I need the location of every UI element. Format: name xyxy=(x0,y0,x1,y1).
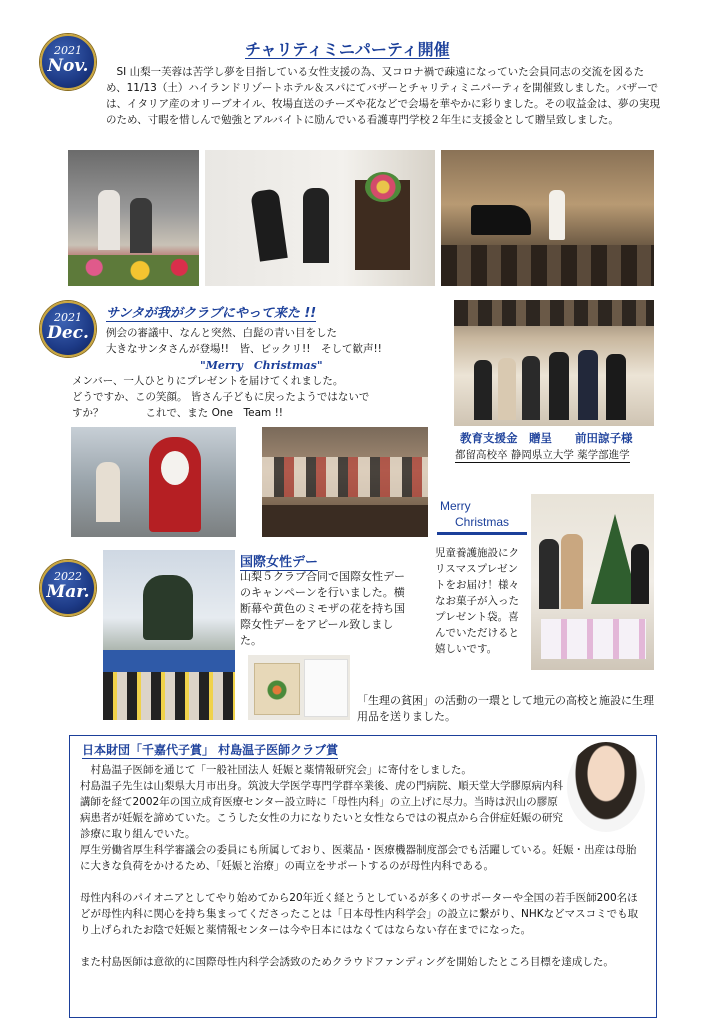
badge-month: Nov. xyxy=(47,56,89,76)
person-figure xyxy=(539,539,559,609)
banner xyxy=(103,650,235,672)
mar-body: 山梨５クラブ合同で国際女性デーのキャンペーンを行いました。横断幕や黄色のミモザの花を持ち国際女性デーをアピール致しました。 xyxy=(240,570,405,647)
dec-title: サンタが我がクラブにやって来た !! xyxy=(106,302,316,322)
person-figure xyxy=(130,198,152,253)
award-photo xyxy=(454,300,654,426)
xmas-underline xyxy=(437,532,527,535)
supplies-photo xyxy=(248,655,350,720)
nov-badge xyxy=(40,34,96,90)
person-figure xyxy=(561,534,583,609)
mar-badge xyxy=(40,560,96,616)
dec-line5: すか？ これで、また One Team !! xyxy=(72,407,284,419)
nov-title: チャリティミニパーティ開催 xyxy=(245,40,450,59)
person-figure xyxy=(578,350,598,420)
group-members xyxy=(103,672,235,720)
flower-arrangement xyxy=(365,172,401,202)
santa-figure xyxy=(149,437,201,532)
concert-photo xyxy=(441,150,654,286)
badge-month: Mar. xyxy=(46,582,90,602)
dec-line4: どうですか、この笑顔。 皆さん子どもに戻ったようではないで xyxy=(72,391,370,403)
person-figure xyxy=(96,462,120,522)
award-card-title: 日本財団「千嘉代子賞」 村島温子医師クラブ賞 xyxy=(82,743,339,757)
person-figure xyxy=(549,352,569,420)
xmas-label-2: Christmas xyxy=(455,515,510,529)
dec-badge xyxy=(40,301,96,357)
mar-title: 国際女性デー xyxy=(240,551,318,571)
nov-body: SI 山梨一芙蓉は苦学し夢を目指している女性支援の為、又コロナ禍で疎遠になっていた会員同志の交流を図るため、11/13（土）ハイランドリゾートホテル＆スパにてバザーとチャリティミニパーティを開催致しました。バザーでは、イタリア産のオリーブオイル、牧場直送のチーズや花などで会場を華やかに彩りました。その収益金は、夢の実現のため、寸暇を惜しんで勉強とアルバイトに励んでいる看護専門学校２年生に支援金として贈呈致しました。 xyxy=(106,66,660,126)
dec-line2: 大きなサンタさんが登場!! 皆、ビックリ!! そして歓声!! xyxy=(106,343,382,355)
card xyxy=(254,663,300,715)
group-table-photo xyxy=(262,427,428,537)
audience xyxy=(441,245,654,286)
banner xyxy=(355,180,410,270)
person-figure xyxy=(631,544,649,604)
statue xyxy=(143,575,193,640)
envelope xyxy=(304,659,348,717)
present-bags xyxy=(541,619,646,659)
portrait-wall xyxy=(454,300,654,326)
award-p2: 村島温子先生は山梨県大月市出身。筑波大学医学専門学群卒業後、虎の門病院、順天堂大学膠原病内科講師を経て2002年の国立成育医療センター設立時に「母性内科」の立上げに尽力。当時は沢山の膠原病患者が妊娠を諦めていた。こうした女性の力になりたいと女性ならではの視点から合併症妊娠の研究診療に取り組んでいた。 xyxy=(80,780,563,840)
person-figure xyxy=(303,188,329,263)
doctor-portrait xyxy=(567,742,645,832)
womens-day-photo xyxy=(103,550,235,720)
bazaar-photo xyxy=(68,150,199,286)
person-figure xyxy=(606,354,626,420)
flower-drawing xyxy=(263,678,291,702)
members-row xyxy=(262,457,428,497)
award-p5: また村島医師は意欲的に国際母性内科学会誘致のためクラウドファンディングを開始したところ目標を達成した。 xyxy=(80,956,614,968)
singer-figure xyxy=(549,190,565,240)
dec-line1: 例会の審議中、なんと突然、白髭の青い目をした xyxy=(106,327,337,339)
santa-photo xyxy=(71,427,236,537)
badge-month: Dec. xyxy=(47,323,89,343)
person-figure xyxy=(474,360,492,420)
table xyxy=(262,505,428,537)
xmas-body: 児童養護施設にクリスマスプレゼントをお届け！様々なお菓子が入ったプレゼント袋。喜んでいただけると嬉しいです。 xyxy=(435,547,519,655)
xmas-label-1: Merry xyxy=(440,499,471,513)
award-subtitle: 都留高校卒 静岡県立大学 薬学部進学 xyxy=(455,449,630,461)
piano xyxy=(471,205,531,235)
person-figure xyxy=(498,358,516,420)
person-figure xyxy=(522,356,540,420)
period-caption: 「生理の貧困」の活動の一環として地元の高校と施設に生理用品を送りました。 xyxy=(357,694,654,723)
merry-christmas-text: "Merry Christmas" xyxy=(200,359,323,372)
award-p1: 村島温子医師を通じて「一般社団法人 妊娠と薬情報研究会」に寄付をしました。 xyxy=(90,764,472,776)
ceremony-photo xyxy=(205,150,435,286)
dec-line3: メンバー、一人ひとりにプレゼントを届けてくれました。 xyxy=(72,375,344,387)
person-figure xyxy=(98,190,120,250)
award-p3: 厚生労働省厚生科学審議会の委員にも所属しており、医薬品・医療機器制度部会でも活躍している。妊娠・出産は母胎に大きな負荷をかけるため、「妊娠と治療」の両立をサポートするのが母性内科である。 xyxy=(80,844,637,872)
santa-beard xyxy=(161,451,189,485)
flowers xyxy=(68,255,199,286)
person-figure xyxy=(250,188,287,261)
award-title: 教育支援金 贈呈 前田諒子様 xyxy=(460,431,633,445)
badge-year: 2021 xyxy=(54,44,82,57)
award-p4: 母性内科のパイオニアとしてやり始めてから20年近く経とうとしているが多くのサポーターや全国の若手医師200名ほどが母性内科に関心を持ち集まってくださったことは「日本母性内科学会」の設立に繋がり、NHKなどマスコミでも取り上げられたお陰で妊娠と薬情報センターは今や日本にはなくてはならない存在までになった。 xyxy=(80,892,639,936)
badge-year: 2022 xyxy=(54,570,82,583)
badge-year: 2021 xyxy=(54,311,82,324)
xmas-photo xyxy=(531,494,654,670)
